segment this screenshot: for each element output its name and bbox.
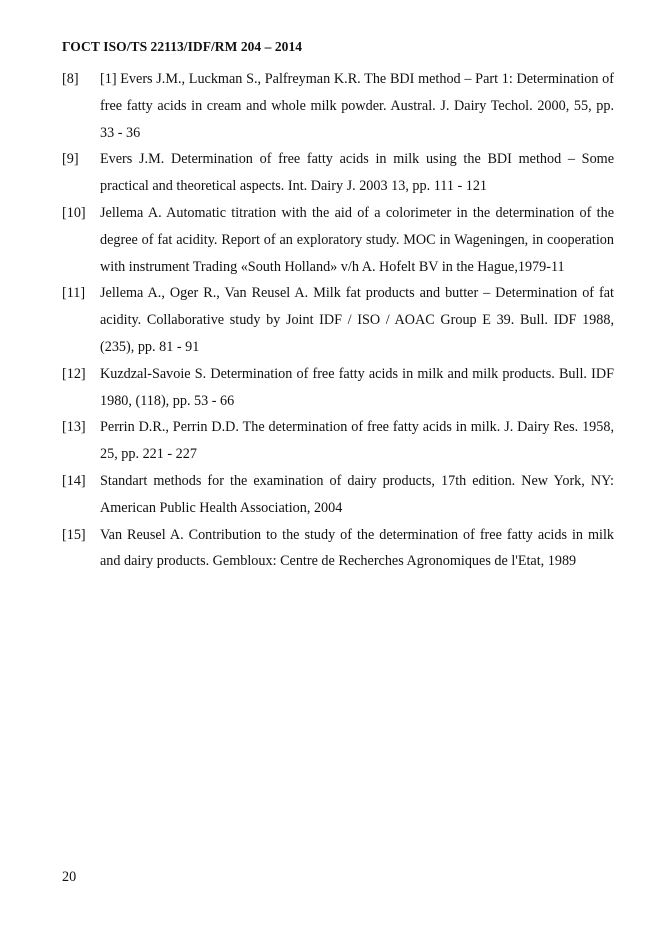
reference-text: Kuzdzal-Savoie S. Determination of free fatty acids in milk and milk products. Bull. IDF 1980, (118), pp. 53 - 66: [100, 365, 614, 409]
page-number: 20: [62, 869, 77, 885]
reference-number: [13]: [62, 419, 86, 436]
reference-text: Perrin D.R., Perrin D.D. The determination of free fatty acids in milk. J. Dairy Res. 1958, 25, pp. 221 - 227: [100, 419, 614, 463]
reference-item: [62, 66, 614, 146]
reference-number: [10]: [62, 204, 86, 221]
reference-text: Jellema A. Automatic titration with the aid of a colorimeter in the determination of the degree of fat acidity. Report of an exploratory study. MOC in Wageningen, in cooperation with instrument Trading «South Holland» v/h A. Hofelt BV in the Hague,1979-11: [100, 204, 614, 275]
reference-item: [62, 280, 614, 360]
reference-text: Van Reusel A. Contribution to the study of the determination of free fatty acids in milk and dairy products. Gembloux: Centre de Recherches Agronomiques de l'Etat, 1989: [100, 526, 614, 570]
reference-text: Evers J.M. Determination of free fatty acids in milk using the BDI method – Some practical and theoretical aspects. Int. Dairy J. 2003 13, pp. 111 - 121: [100, 151, 614, 195]
reference-item: [62, 200, 614, 280]
reference-number: [14]: [62, 472, 86, 489]
document-header: ГОСТ ISO/TS 22113/IDF/RM 204 – 2014: [62, 39, 303, 54]
reference-number: [8]: [62, 71, 79, 87]
reference-item: [62, 146, 614, 200]
reference-item: [62, 522, 614, 576]
reference-text: Standart methods for the examination of dairy products, 17th edition. New York, NY: American Public Health Association, 2004: [100, 472, 614, 516]
reference-list: [62, 66, 614, 575]
reference-text: Jellema A., Oger R., Van Reusel A. Milk fat products and butter – Determination of fat acidity. Collaborative study by Joint IDF / ISO / AOAC Group E 39. Bull. IDF 1988, (235), pp. 81 - 91: [100, 285, 614, 355]
reference-item: [62, 414, 614, 468]
reference-number: [15]: [62, 526, 86, 543]
reference-item: [62, 468, 614, 522]
reference-text: [1] Evers J.M., Luckman S., Palfreyman K.R. The BDI method – Part 1: Determination of free fatty acids in cream and whole milk powder. Austral. J. Dairy Techol. 2000, 55, pp. 33 - 36: [100, 71, 614, 141]
reference-number: [9]: [62, 151, 79, 168]
reference-item: [62, 361, 614, 415]
reference-number: [11]: [62, 285, 86, 302]
reference-number: [12]: [62, 365, 86, 382]
